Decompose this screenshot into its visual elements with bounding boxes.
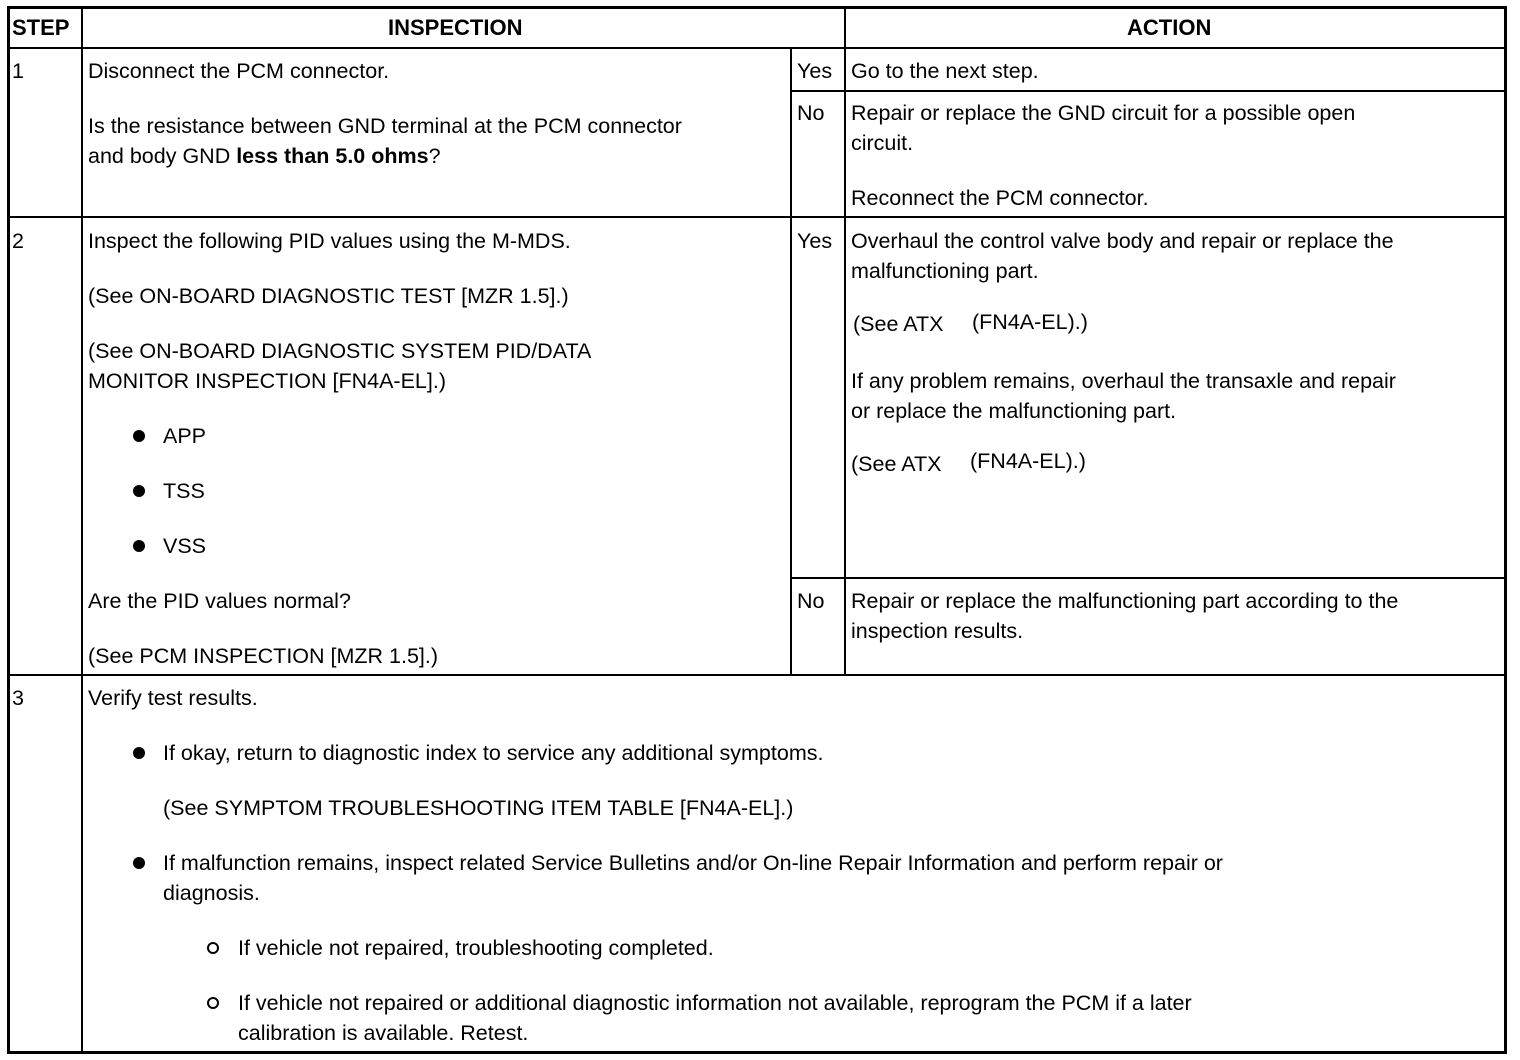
sub-result-item: calibration is available. Retest. bbox=[238, 1021, 529, 1045]
reference-text: (FN4A-EL).) bbox=[972, 310, 1088, 334]
bullet-icon bbox=[133, 540, 145, 552]
reference-text: MONITOR INSPECTION [FN4A-EL].) bbox=[88, 369, 446, 393]
reference-text: (See ON-BOARD DIAGNOSTIC TEST [MZR 1.5].) bbox=[88, 284, 569, 308]
inspection-question-line2 bbox=[88, 141, 441, 171]
pid-item: VSS bbox=[163, 534, 207, 558]
action-text: Repair or replace the GND circuit for a possible open bbox=[851, 101, 1356, 125]
result-item: If okay, return to diagnostic index to service any additional symptoms. bbox=[163, 741, 824, 765]
action-text: malfunctioning part. bbox=[851, 259, 1039, 283]
step-number: 3 bbox=[12, 686, 24, 710]
bullet-icon bbox=[133, 430, 145, 442]
row2-yes-no-divider bbox=[790, 577, 1505, 579]
header-divider bbox=[9, 47, 1505, 49]
result-item: If malfunction remains, inspect related Service Bulletins and/or On-line Repair Information and perform repair or bbox=[163, 851, 1223, 875]
inspection-text: Inspect the following PID values using the M-MDS. bbox=[88, 229, 571, 253]
no-label: No bbox=[797, 589, 825, 613]
bullet-icon bbox=[133, 485, 145, 497]
reference-text: (FN4A-EL).) bbox=[970, 449, 1086, 473]
row2-divider bbox=[9, 674, 1505, 676]
no-label: No bbox=[797, 101, 825, 125]
action-text: Repair or replace the malfunctioning part according to the bbox=[851, 589, 1399, 613]
action-text: If any problem remains, overhaul the transaxle and repair bbox=[851, 369, 1396, 393]
action-text: inspection results. bbox=[851, 619, 1024, 643]
col-divider-step bbox=[81, 8, 83, 1052]
action-text: Overhaul the control valve body and repair or replace the bbox=[851, 229, 1394, 253]
question-prefix: and body GND bbox=[88, 144, 237, 168]
reference-text: (See SYMPTOM TROUBLESHOOTING ITEM TABLE [FN4A-EL].) bbox=[163, 796, 794, 820]
action-text: Reconnect the PCM connector. bbox=[851, 186, 1149, 210]
bullet-icon bbox=[133, 857, 145, 869]
inspection-text: Verify test results. bbox=[88, 686, 258, 710]
inspection-question: Are the PID values normal? bbox=[88, 589, 351, 613]
header-action: ACTION bbox=[1127, 15, 1212, 40]
reference-text: (See PCM INSPECTION [MZR 1.5].) bbox=[88, 644, 439, 668]
question-threshold: less than 5.0 ohms bbox=[236, 144, 429, 168]
action-text: or replace the malfunctioning part. bbox=[851, 399, 1177, 423]
question-suffix: ? bbox=[428, 144, 441, 168]
reference-text: (See ON-BOARD DIAGNOSTIC SYSTEM PID/DATA bbox=[88, 339, 592, 363]
sub-result-item: If vehicle not repaired or additional diagnostic information not available, reprogram the PCM if a later bbox=[238, 991, 1192, 1015]
pid-item: TSS bbox=[163, 479, 205, 503]
header-step: STEP bbox=[12, 15, 70, 40]
action-text: circuit. bbox=[851, 131, 914, 155]
inspection-text: Disconnect the PCM connector. bbox=[88, 59, 390, 83]
row1-yes-no-divider bbox=[790, 90, 1505, 92]
inspection-question: Is the resistance between GND terminal at the PCM connector bbox=[88, 114, 682, 138]
reference-text: (See ATX bbox=[851, 452, 942, 476]
yes-label: Yes bbox=[797, 229, 833, 253]
step-number: 2 bbox=[12, 229, 24, 253]
col-divider-yesno bbox=[790, 48, 792, 675]
row1-divider bbox=[9, 216, 1505, 218]
action-text: Go to the next step. bbox=[851, 59, 1039, 83]
step-number: 1 bbox=[12, 59, 24, 83]
reference-text: (See ATX bbox=[853, 312, 944, 336]
header-inspection: INSPECTION bbox=[388, 15, 523, 40]
bullet-icon bbox=[133, 747, 145, 759]
result-item: diagnosis. bbox=[163, 881, 260, 905]
sub-result-item: If vehicle not repaired, troubleshooting completed. bbox=[238, 936, 714, 960]
col-divider-action bbox=[844, 8, 846, 675]
yes-label: Yes bbox=[797, 59, 833, 83]
sub-bullet-icon bbox=[207, 997, 219, 1009]
pid-item: APP bbox=[163, 424, 207, 448]
sub-bullet-icon bbox=[207, 942, 219, 954]
